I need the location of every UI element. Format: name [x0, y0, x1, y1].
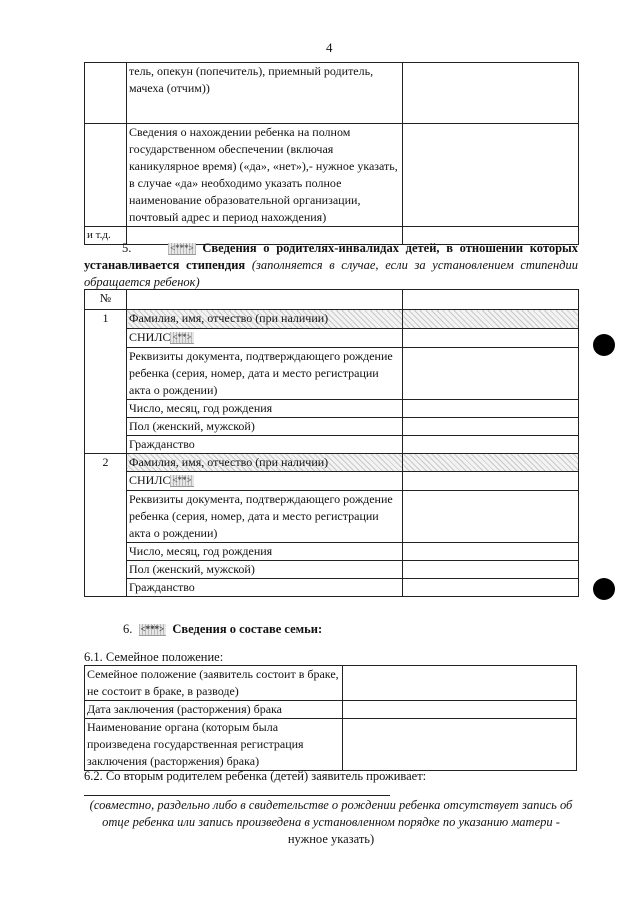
- section-number: 6.: [123, 622, 133, 636]
- subsection-6-2-note: [84, 797, 578, 848]
- field-value-snils[interactable]: [403, 329, 579, 348]
- table-row: [85, 666, 577, 701]
- table-row: [85, 561, 579, 579]
- mask-marker: <***>: [170, 243, 194, 254]
- table-row: [85, 719, 577, 771]
- note-italic-text: (совместно, раздельно либо в свидетельстве о рождении ребенка отсутствует запись об отце ребенка или запись произведена в установленном порядке по указанию матери -: [89, 798, 573, 829]
- parent-number-cell: 2: [85, 454, 127, 597]
- row-value-cell[interactable]: [403, 63, 579, 124]
- field-value-birth-date[interactable]: [403, 400, 579, 418]
- section-5-heading: [84, 240, 578, 291]
- table-row: [85, 63, 579, 124]
- field-value-birth-date[interactable]: [403, 543, 579, 561]
- mask-marker: <***>: [140, 624, 165, 635]
- row-number-cell: [85, 124, 127, 227]
- field-label-snils: СНИЛС <**>: [127, 329, 403, 348]
- subsection-6-2-label: 6.2. Со вторым родителем ребенка (детей) заявитель проживает:: [84, 769, 427, 783]
- field-value-birth-doc[interactable]: [403, 348, 579, 400]
- field-label-marital-status: Семейное положение (заявитель состоит в браке, не состоит в браке, в разводе): [85, 666, 343, 701]
- parent-number-cell: 1: [85, 310, 127, 454]
- table-row: [85, 436, 579, 454]
- field-label-sex: Пол (женский, мужской): [127, 418, 403, 436]
- row-label-cell: тель, опекун (попечитель), приемный родитель, мачеха (отчим)): [127, 63, 403, 124]
- field-value-name[interactable]: [403, 454, 579, 472]
- continuation-table: [84, 62, 579, 245]
- page-number: 4: [326, 40, 333, 55]
- field-value-snils[interactable]: [403, 472, 579, 491]
- field-label-name: Фамилия, имя, отчество (при наличии): [127, 454, 403, 472]
- column-header-number: №: [85, 290, 127, 310]
- field-label-birth-date: Число, месяц, год рождения: [127, 400, 403, 418]
- field-label-citizenship: Гражданство: [127, 579, 403, 597]
- section-title: Сведения о родителях-инвалидах детей, в отношении которых устанавливается стипендия: [84, 241, 579, 272]
- field-label-name: Фамилия, имя, отчество (при наличии): [127, 310, 403, 329]
- table-row: [85, 579, 579, 597]
- field-value-birth-doc[interactable]: [403, 491, 579, 543]
- field-value-citizenship[interactable]: [403, 436, 579, 454]
- section-6-heading: [123, 622, 322, 637]
- table-row: [85, 400, 579, 418]
- mask-marker: <**>: [172, 332, 192, 343]
- punch-hole-upper: [593, 334, 615, 356]
- field-value-registry-office[interactable]: [343, 719, 577, 771]
- subsection-6-1-label: 6.1. Семейное положение:: [84, 650, 224, 664]
- table-row: [85, 124, 579, 227]
- row-number-cell: и т.д.: [85, 227, 127, 245]
- punch-hole-lower: [593, 578, 615, 600]
- field-value-marital-status[interactable]: [343, 666, 577, 701]
- table-row: [85, 472, 579, 491]
- parents-disabled-table: [84, 289, 579, 597]
- table-row: [85, 454, 579, 472]
- table-row: [85, 348, 579, 400]
- field-label-birth-doc: Реквизиты документа, подтверждающего рождение ребенка (серия, номер, дата и место регистрации акта о рождении): [127, 491, 403, 543]
- field-label-sex: Пол (женский, мужской): [127, 561, 403, 579]
- field-value-sex[interactable]: [403, 561, 579, 579]
- table-row: [85, 418, 579, 436]
- table-row: [85, 310, 579, 329]
- mask-marker: <**>: [172, 475, 192, 486]
- section-number: 5.: [122, 241, 132, 255]
- field-label-birth-doc: Реквизиты документа, подтверждающего рождение ребенка (серия, номер, дата и место регистрации акта о рождении): [127, 348, 403, 400]
- field-label-snils: СНИЛС <**>: [127, 472, 403, 491]
- note-plain-text: нужное указать): [287, 832, 375, 846]
- field-value-marriage-date[interactable]: [343, 701, 577, 719]
- table-header-row: [85, 290, 579, 310]
- table-row: [85, 543, 579, 561]
- field-value-citizenship[interactable]: [403, 579, 579, 597]
- marital-status-table: [84, 665, 577, 771]
- field-value-sex[interactable]: [403, 418, 579, 436]
- answer-line[interactable]: [84, 795, 390, 796]
- field-label-registry-office: Наименование органа (которым была произведена государственная регистрация заключения (расторжения) брака): [85, 719, 343, 771]
- field-value-name[interactable]: [403, 310, 579, 329]
- field-label-birth-date: Число, месяц, год рождения: [127, 543, 403, 561]
- table-row: [85, 329, 579, 348]
- row-value-cell[interactable]: [403, 124, 579, 227]
- field-label-marriage-date: Дата заключения (расторжения) брака: [85, 701, 343, 719]
- row-label-cell: Сведения о нахождении ребенка на полном государственном обеспечении (включая каникулярное время) («да», «нет»),- нужное указать, в случае «да» необходимо указать полное наименование образовательной организации, почтовый адрес и период нахождения): [127, 124, 403, 227]
- field-label-citizenship: Гражданство: [127, 436, 403, 454]
- row-number-cell: [85, 63, 127, 124]
- table-row: [85, 491, 579, 543]
- section-title: Сведения о составе семьи:: [172, 622, 323, 636]
- table-row: [85, 701, 577, 719]
- section-note: (заполняется в случае, если за установлением стипендии обращается ребенок): [84, 258, 578, 289]
